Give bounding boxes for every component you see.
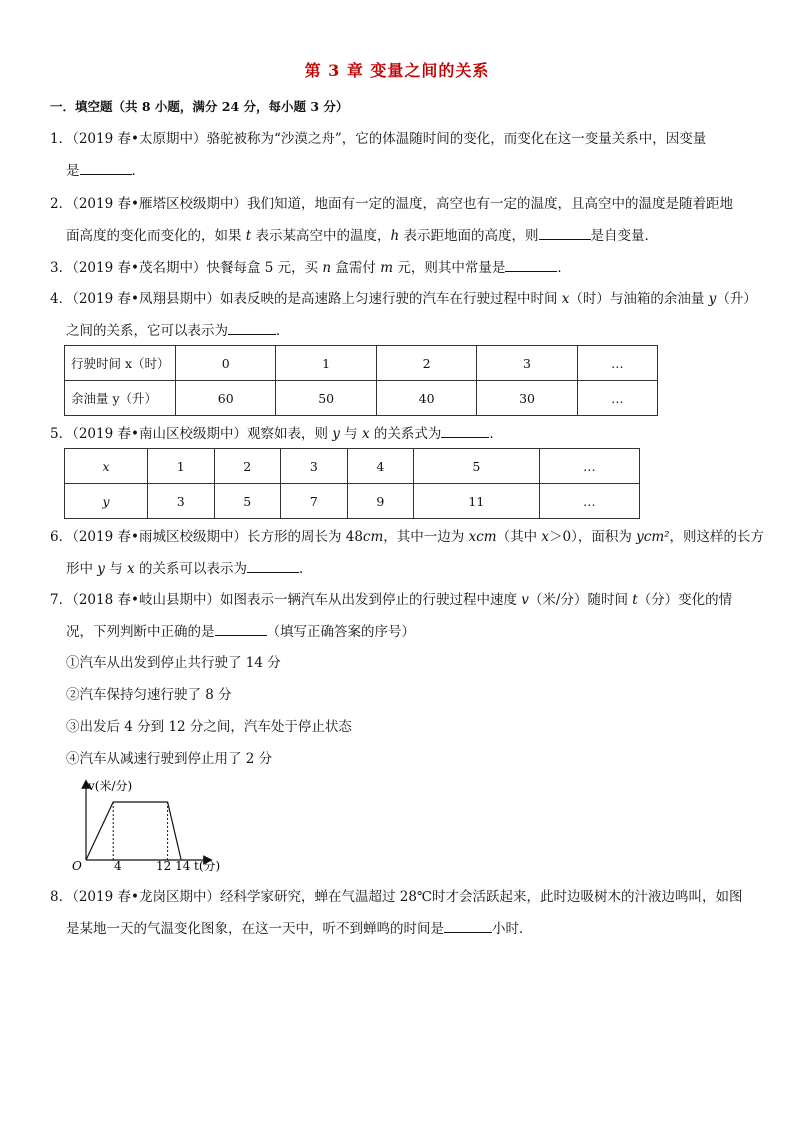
q6-line1 [50,527,764,547]
q5-text-b: 与 [339,426,362,442]
q3-text-b: 盒需付 [331,260,381,276]
q4-text-b: （时）与油箱的余油量 [569,291,709,307]
q4-text-a: 4．（2019 春•凤翔县期中）如表反映的是高速路上匀速行驶的汽车在行驶过程中时间 [50,291,562,307]
q5-table [64,448,640,519]
table-cell: … [539,449,639,484]
answer-blank-q1[interactable] [80,160,132,175]
q4-var-y: y [708,291,717,307]
q2-var-t: t [245,228,252,244]
q6-text-f: 形中 [66,561,98,577]
q5-text-d: ． [489,426,503,442]
q3-text-a: 3．（2019 春•茂名期中）快餐每盒 5 元，买 [50,260,323,276]
q6-text-h: 的关系可以表示为 [134,561,247,577]
answer-blank-q4[interactable] [228,320,276,335]
speed-curve [86,802,181,860]
q2-text-d: 是自变量． [590,228,659,244]
answer-blank-q3[interactable] [505,257,557,272]
table-cell: … [577,381,657,416]
q5-line [50,423,503,444]
table-cell: 40 [376,381,476,416]
answer-blank-q6[interactable] [247,558,299,573]
table-header-cell: 行驶时间 x（时） [65,346,176,381]
q7-choice-4: ④汽车从减速行驶到停止用了 2 分 [66,751,273,767]
answer-blank-q7[interactable] [215,621,267,636]
table-cell: 1 [276,346,376,381]
q7-choice-1: ①汽车从出发到停止共行驶了 14 分 [66,655,281,671]
origin-label: O [72,859,82,873]
q4-text-e: ． [276,323,290,339]
q7-line2 [66,621,415,642]
q4-line1 [50,289,757,309]
q5-var-x: x [361,426,370,442]
q1-text: 是 [66,163,80,179]
q8-line1: 8．（2019 春•龙岗区期中）经科学家研究，蝉在气温超过 28℃时才会活跃起来，此时边吸树木的汁液边鸣叫，如图 [50,889,743,905]
q6-unit-ycm2: ycm² [636,529,670,545]
tick-label-12-14: 12 14 [156,859,191,873]
page-title: 第 3 章 变量之间的关系 [304,61,490,80]
q7-text-e: （填写正确答案的序号） [266,624,415,640]
table-cell: 60 [176,381,276,416]
table-cell: 30 [477,381,577,416]
q6-text-a: 6．（2019 春•雨城区校级期中）长方形的周长为 48 [50,529,363,545]
q4-text-c: （升） [716,291,757,307]
table-cell: 50 [276,381,376,416]
q7-line1 [50,590,732,610]
q6-text-g: 与 [104,561,128,577]
x-axis-label: t(分) [194,859,221,873]
table-row [65,381,658,416]
q3-text-d: ． [557,260,571,276]
table-cell: 1 [148,449,215,484]
q7-text-c: （分）变化的情 [637,592,733,608]
q8-text-a: 是某地一天的气温变化图象，在这一天中，听不到蝉鸣的时间是 [66,921,444,937]
q6-var-x2: x [127,561,135,577]
table-cell: 3 [148,484,215,519]
q4-text-d: 之间的关系，它可以表示为 [66,323,228,339]
table-cell: 3 [477,346,577,381]
q7-choice-2: ②汽车保持匀速行驶了 8 分 [66,687,232,703]
answer-blank-q8[interactable] [444,918,492,933]
q6-text-c: （其中 [496,529,542,545]
q5-text-c: 的关系式为 [369,426,442,442]
table-cell: 2 [214,449,281,484]
q2-line2 [66,225,658,246]
table-cell: … [577,346,657,381]
table-cell: 2 [376,346,476,381]
q7-text-a: 7．（2018 春•岐山县期中）如图表示一辆汽车从出发到停止的行驶过程中速度 [50,592,522,608]
table-cell: 5 [214,484,281,519]
table-row [65,484,640,519]
q6-var-y2: y [97,561,105,577]
q6-text-i: ． [298,561,313,577]
q2-text-c: 表示距地面的高度，则 [399,228,539,244]
q1-line1: 1．（2019 春•太原期中）骆驼被称为“沙漠之舟”，它的体温随时间的变化，而变化在这一变量关系中，因变量 [50,131,707,147]
q8-line2 [66,918,533,939]
q6-line2 [66,558,312,579]
q3-text-c: 元，则其中常量是 [393,260,506,276]
q2-text-a: 面高度的变化而变化的，如果 [66,228,246,244]
q5-text-a: 5．（2019 春•南山区校级期中）观察如表，则 [50,426,333,442]
q7-text-d: 况，下列判断中正确的是 [66,624,215,640]
q7-text-b: （米/分）随时间 [528,592,633,608]
table-cell: 4 [347,449,414,484]
table-cell: 3 [281,449,348,484]
table-cell: 9 [347,484,414,519]
speed-time-graph [60,778,240,873]
q6-text-e: ，则这样的长方 [669,529,765,545]
q2-text-b: 表示某高空中的温度， [251,228,391,244]
q7-var-t: t [632,592,638,608]
q5-var-y: y [332,426,340,442]
y-axis-label: v(米/分) [88,779,133,793]
table-header-cell: y [65,484,148,519]
q3-line [50,257,571,278]
table-header-cell: x [65,449,148,484]
q2-var-h: h [390,228,400,244]
q7-choice-3: ③出发后 4 分到 12 分之间，汽车处于停止状态 [66,719,352,735]
tick-label-4: 4 [114,859,122,873]
q6-text-b: ，其中一边为 [383,529,469,545]
table-cell: 11 [414,484,540,519]
q3-var-n: n [322,260,332,276]
q6-text-d: ＞0），面积为 [549,529,637,545]
q6-unit-xcm: xcm [468,529,497,545]
q8-text-b: 小时． [492,921,533,937]
answer-blank-q5[interactable] [441,423,489,438]
section-heading: 一．填空题（共 8 小题，满分 24 分，每小题 3 分） [50,99,349,114]
q4-var-x: x [561,291,570,307]
q6-var-x: x [541,529,549,545]
table-header-cell: 余油量 y（升） [65,381,176,416]
q6-unit-cm: cm [362,529,384,545]
q1-end: ． [131,163,145,179]
q4-table [64,345,658,416]
table-cell: 5 [414,449,540,484]
answer-blank-q2[interactable] [539,225,591,240]
table-row [65,449,640,484]
q3-var-m: m [380,260,394,276]
q1-line2 [66,160,145,181]
q4-line2 [66,320,290,341]
table-row [65,346,658,381]
table-cell: … [539,484,639,519]
table-cell: 0 [176,346,276,381]
q2-line1: 2．（2019 春•雁塔区校级期中）我们知道，地面有一定的温度，高空也有一定的温度，且高空中的温度是随着距地 [50,196,733,212]
q7-var-v: v [521,592,529,608]
table-cell: 7 [281,484,348,519]
